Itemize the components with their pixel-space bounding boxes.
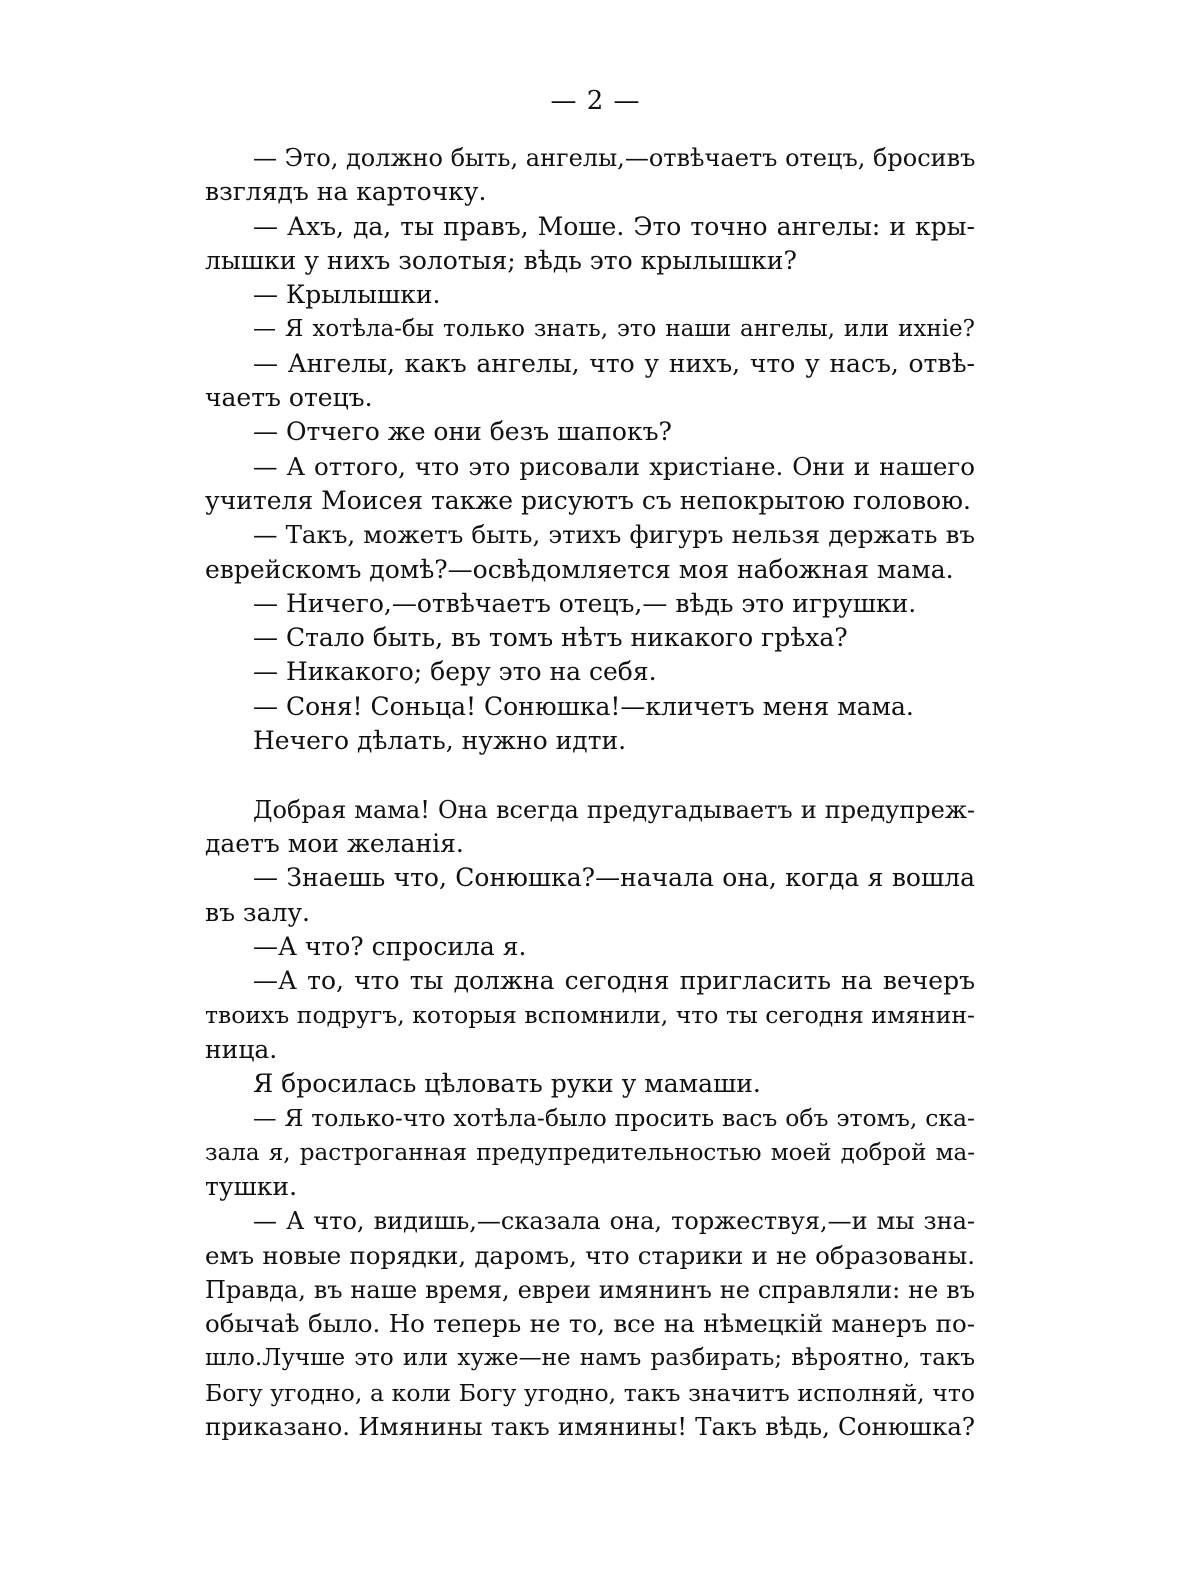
body-text <box>205 141 975 1444</box>
text-line: шло.Лучше это или хуже—не намъ разбирать; вѣроятно, такъ <box>205 1345 975 1372</box>
text-line: емъ новые порядки, даромъ, что старики и не образованы. <box>205 1240 975 1270</box>
text-line: тушки. <box>205 1171 298 1201</box>
text-line: обычаѣ было. Но теперь не то, все на нѣмецкій манеръ по- <box>205 1309 975 1339</box>
text-line: еврейскомъ домѣ?—освѣдомляется моя набожная мама. <box>205 554 954 584</box>
text-line: лышки у нихъ золотыя; вѣдь это крылышки? <box>205 245 797 275</box>
text-line: Добрая мама! Она всегда предугадываетъ и предупреж- <box>253 795 975 824</box>
text-line: Правда, въ наше время, евреи имянинъ не справляли: не въ <box>205 1275 975 1304</box>
text-line: — Отчего же они безъ шапокъ? <box>253 417 672 447</box>
text-line: — Я только-что хотѣла-было просить васъ объ этомъ, ска- <box>253 1104 975 1133</box>
text-line: даетъ мои желанія. <box>205 828 464 858</box>
text-line: Богу угодно, а коли Богу угодно, такъ значитъ исполняй, что <box>205 1378 975 1407</box>
text-line: — Ахъ, да, ты правъ, Моше. Это точно ангелы: и кры- <box>253 211 975 241</box>
text-line: — Я хотѣла-бы только знать, это наши ангелы, или ихніе? <box>253 316 975 343</box>
text-line: чаетъ отецъ. <box>205 383 373 413</box>
text-line: — Ангелы, какъ ангелы, что у нихъ, что у насъ, отвѣ- <box>253 348 975 378</box>
text-line: — А оттого, что это рисовали христіане. Они и нашего <box>253 451 975 481</box>
text-line: твоихъ подругъ, которыя вспомнили, что ты сегодня имянин- <box>205 1001 975 1030</box>
text-line: зала я, растроганная предупредительностью моей доброй ма- <box>205 1139 975 1166</box>
text-line: — Стало быть, въ томъ нѣтъ никакого грѣха? <box>253 623 848 653</box>
page-number: — 2 — <box>550 86 641 116</box>
text-line: учителя Моисея также рисуютъ съ непокрытою головою. <box>205 485 971 515</box>
text-line: —А что? спросила я. <box>253 931 527 961</box>
text-line: — Это, должно быть, ангелы,—отвѣчаетъ отецъ, бросивъ <box>253 144 975 172</box>
text-line: — А что, видишь,—сказала она, торжествуя,—и мы зна- <box>253 1207 975 1236</box>
text-line: — Ничего,—отвѣчаетъ отецъ,— вѣдь это игрушки. <box>253 588 917 618</box>
text-line: — Никакого; беру это на себя. <box>253 657 657 687</box>
text-line: — Знаешь что, Сонюшка?—начала она, когда я вошла <box>253 863 975 893</box>
text-line: —А то, что ты должна сегодня пригласить на вечеръ <box>253 966 975 996</box>
text-line: — Крылышки. <box>253 280 441 310</box>
text-line: Нечего дѣлать, нужно идти. <box>253 726 627 756</box>
text-line: ница. <box>205 1034 278 1064</box>
text-line: взглядъ на карточку. <box>205 177 487 207</box>
text-line: приказано. Имянины такъ имянины! Такъ вѣдь, Сонюшка? <box>205 1411 975 1441</box>
text-line: въ залу. <box>205 897 311 927</box>
text-line: — Такъ, можетъ быть, этихъ фигуръ нельзя держать въ <box>253 520 975 550</box>
text-line: Я бросилась цѣловать руки у мамаши. <box>253 1069 761 1099</box>
paragraph-break <box>205 758 975 792</box>
text-line: — Соня! Соньца! Сонюшка!—кличетъ меня мама. <box>253 691 914 721</box>
